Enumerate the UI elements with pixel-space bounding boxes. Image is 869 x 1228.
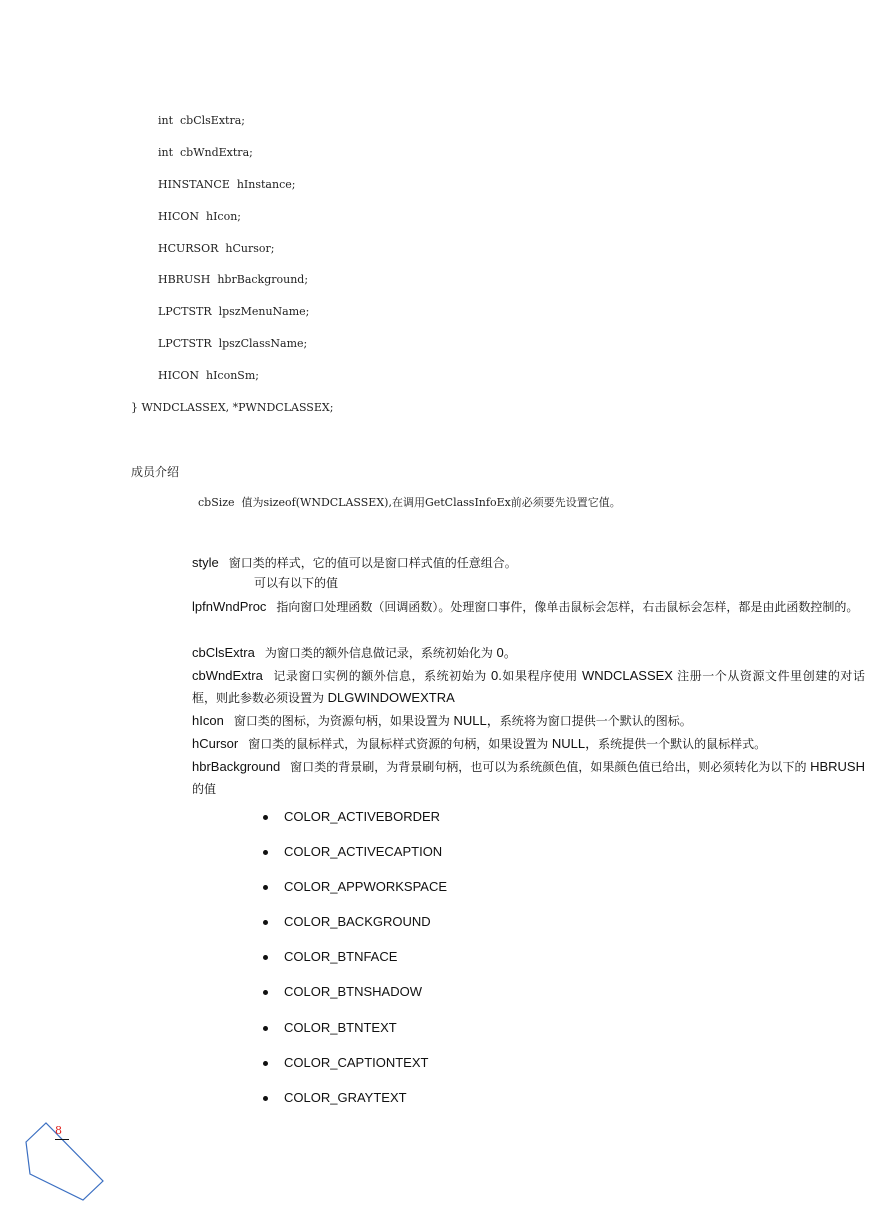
- member-term: hIcon: [192, 713, 224, 728]
- bullet-icon: [263, 815, 268, 820]
- list-item-text: COLOR_ACTIVEBORDER: [284, 809, 441, 824]
- member-hicon: [192, 710, 865, 732]
- member-desc: 如果程序使用: [501, 669, 578, 683]
- bullet-icon: [263, 955, 268, 960]
- code-line: LPCTSTR lpszClassName;: [158, 337, 308, 350]
- member-desc: 注册一个从资源文件里创建的对话框，则此参数必须设置为: [192, 669, 865, 705]
- list-item-text: COLOR_CAPTIONTEXT: [284, 1055, 429, 1070]
- code-line: HICON hIconSm;: [158, 369, 259, 382]
- member-style-sub: 可以有以下的值: [254, 576, 339, 590]
- list-item-text: COLOR_BTNFACE: [284, 949, 398, 964]
- member-term: cbClsExtra: [192, 645, 255, 660]
- member-cbwndextra: [192, 665, 865, 709]
- list-item-text: COLOR_GRAYTEXT: [284, 1090, 407, 1105]
- member-cbclsextra: [192, 642, 865, 664]
- member-desc: 窗口类的背景刷，为背景刷句柄，也可以为系统颜色值，如果颜色值已给出，则必须转化为以下的: [290, 760, 807, 774]
- member-hbrbackground: [192, 756, 865, 800]
- member-desc: 窗口类的样式，它的值可以是窗口样式值的任意组合。: [228, 556, 517, 570]
- member-term: lpfnWndProc: [192, 599, 267, 614]
- member-term: style: [192, 555, 219, 570]
- member-hcursor: [192, 733, 865, 755]
- page-number-underline: [55, 1139, 69, 1140]
- bullet-icon: [263, 850, 268, 855]
- member-value: HBRUSH: [810, 759, 865, 774]
- bullet-icon: [263, 990, 268, 995]
- member-value: DLGWINDOWEXTRA: [327, 690, 455, 705]
- member-desc: 指向窗口处理函数（回调函数）。处理窗口事件，像单击鼠标会怎样，右击鼠标会怎样，都是由此函数控制的。: [276, 600, 859, 614]
- member-term: hCursor: [192, 736, 239, 751]
- member-desc: 窗口类的鼠标样式，为鼠标样式资源的句柄，如果设置为: [248, 737, 549, 751]
- member-value: 0。: [496, 645, 517, 660]
- list-item-text: COLOR_BACKGROUND: [284, 914, 431, 929]
- member-desc: 记录窗口实例的额外信息，系统初始为: [272, 669, 487, 683]
- section-heading: 成员介绍: [131, 465, 180, 479]
- code-line: HINSTANCE hInstance;: [158, 178, 296, 191]
- bullet-icon: [263, 885, 268, 890]
- member-value: NULL，: [551, 736, 599, 751]
- code-line: HCURSOR hCursor;: [158, 242, 275, 255]
- member-desc: 窗口类的图标，为资源句柄，如果设置为: [233, 714, 450, 728]
- member-value: 0.: [491, 668, 502, 683]
- page-number: 8: [55, 1124, 62, 1137]
- member-value: NULL，: [453, 713, 500, 728]
- code-line: int cbWndExtra;: [158, 146, 253, 159]
- list-item-text: COLOR_BTNTEXT: [284, 1020, 397, 1035]
- member-term: cbWndExtra: [192, 668, 263, 683]
- member-cbsize: cbSize 值为sizeof(WNDCLASSEX),在调用GetClassInfoEx前必须要先设置它值。: [198, 496, 621, 509]
- bullet-icon: [263, 1061, 268, 1066]
- bullet-icon: [263, 1096, 268, 1101]
- member-desc: 为窗口类的额外信息做记录，系统初始化为: [264, 646, 493, 660]
- code-line: HBRUSH hbrBackground;: [158, 273, 309, 286]
- page-number-badge-icon: [22, 1120, 112, 1206]
- member-term: hbrBackground: [192, 759, 281, 774]
- member-desc: 的值: [192, 782, 217, 796]
- code-line: LPCTSTR lpszMenuName;: [158, 305, 310, 318]
- member-lpfnwndproc: [192, 596, 865, 618]
- bullet-icon: [263, 920, 268, 925]
- code-closing-line: } WNDCLASSEX, *PWNDCLASSEX;: [131, 401, 334, 414]
- member-value: WNDCLASSEX: [581, 668, 673, 683]
- bullet-icon: [263, 1026, 268, 1031]
- code-line: HICON hIcon;: [158, 210, 241, 223]
- code-line: int cbClsExtra;: [158, 114, 245, 127]
- member-style: [192, 552, 865, 574]
- list-item-text: COLOR_ACTIVECAPTION: [284, 844, 443, 859]
- list-item-text: COLOR_BTNSHADOW: [284, 984, 422, 999]
- member-desc: 系统将为窗口提供一个默认的图标。: [499, 714, 692, 728]
- list-item-text: COLOR_APPWORKSPACE: [284, 879, 448, 894]
- member-desc: 系统提供一个默认的鼠标样式。: [598, 737, 767, 751]
